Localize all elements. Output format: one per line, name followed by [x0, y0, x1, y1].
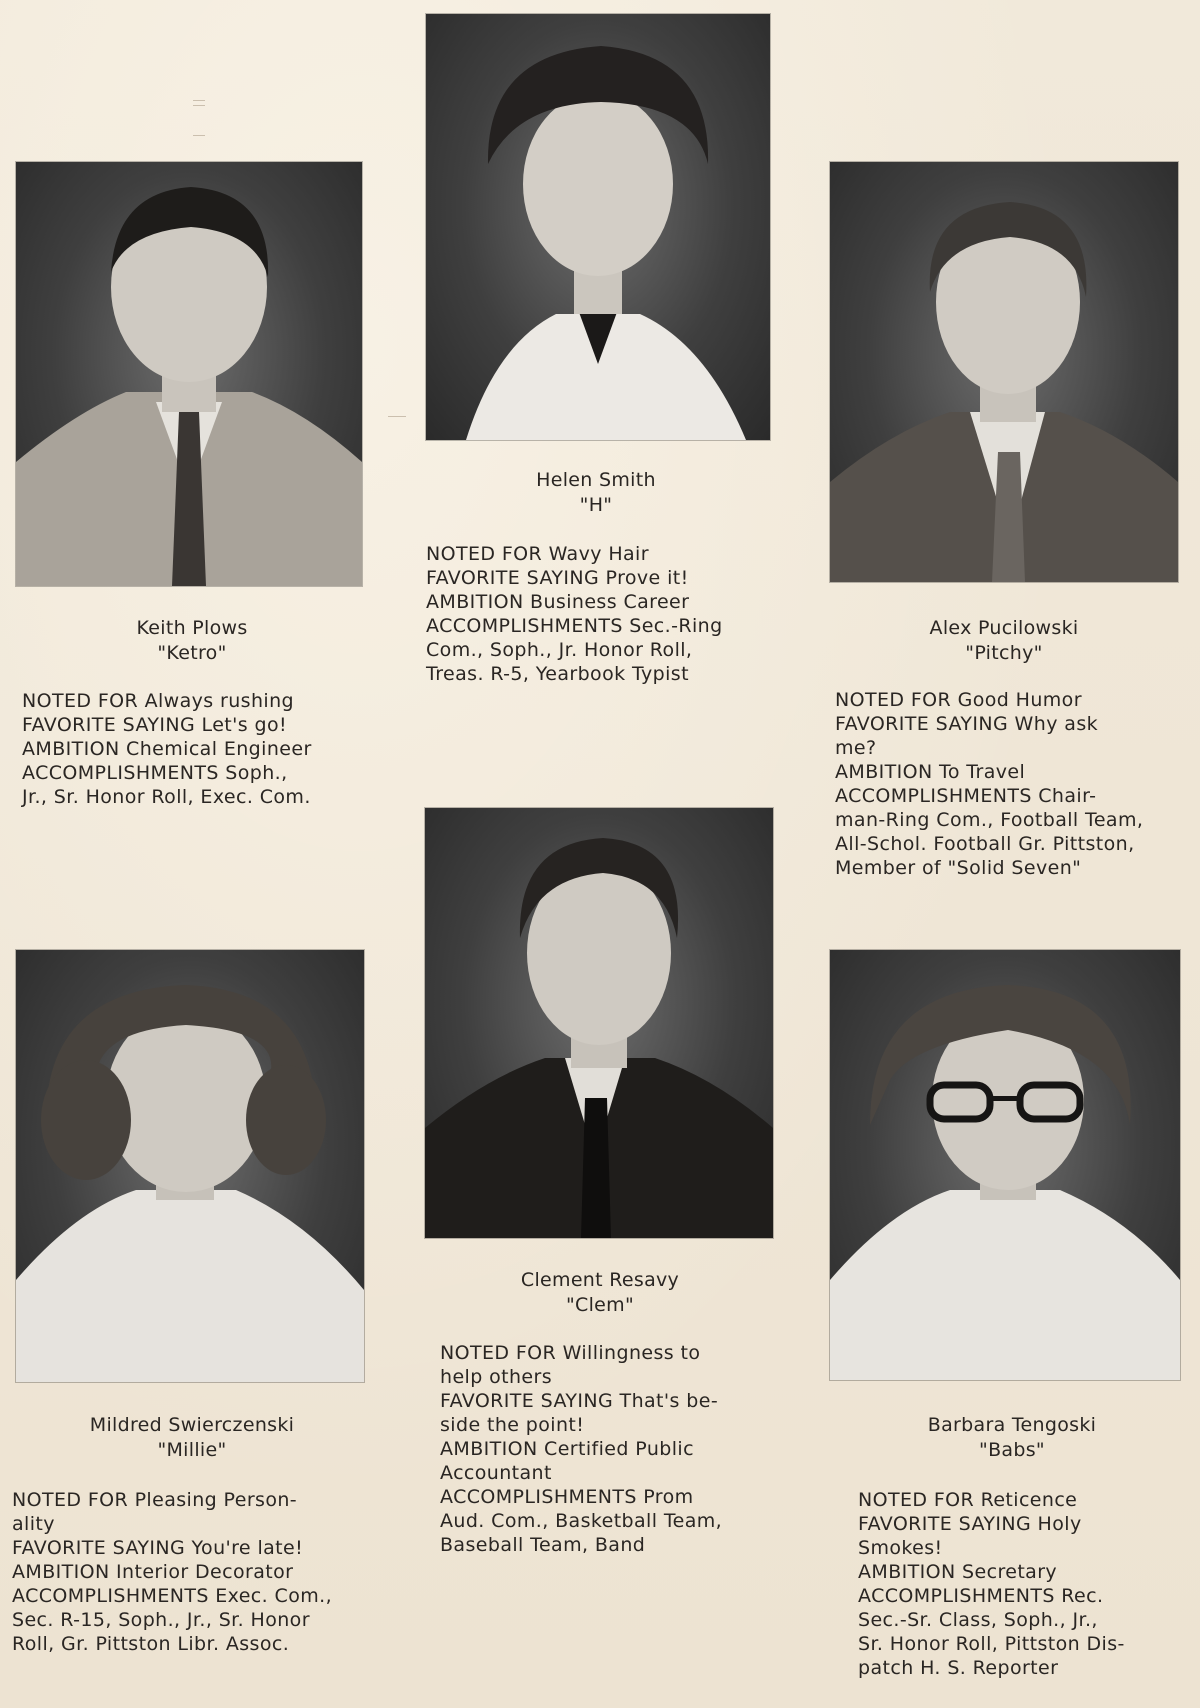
- bio-line: FAVORITE SAYING That's be-: [440, 1390, 719, 1412]
- bio-line: Sec.-Sr. Class, Soph., Jr.,: [858, 1609, 1098, 1631]
- student-name-block: [22, 1413, 362, 1463]
- bio-line: Jr., Sr. Honor Roll, Exec. Com.: [22, 786, 311, 808]
- bio-line: FAVORITE SAYING Why ask: [835, 713, 1099, 735]
- portrait-silhouette: [426, 14, 770, 440]
- bio-line: NOTED FOR Good Humor: [835, 689, 1082, 711]
- student-name-block: [440, 1268, 760, 1318]
- bio-line: NOTED FOR Always rushing: [22, 690, 294, 712]
- bio-line: ACCOMPLISHMENTS Rec.: [858, 1585, 1104, 1607]
- bio-line: AMBITION To Travel: [835, 761, 1026, 783]
- student-bio: [22, 689, 372, 809]
- student-name-block: [32, 616, 352, 666]
- bio-line: Com., Soph., Jr. Honor Roll,: [426, 639, 693, 661]
- bio-line: Accountant: [440, 1462, 552, 1484]
- student-name: Mildred Swierczenski: [89, 1414, 295, 1436]
- bio-line: AMBITION Certified Public: [440, 1438, 694, 1460]
- student-bio: [858, 1488, 1193, 1680]
- student-portrait-alex-pucilowski: [830, 162, 1178, 582]
- student-nickname: "Millie": [157, 1439, 227, 1461]
- bio-line: ality: [12, 1513, 55, 1535]
- bio-line: Smokes!: [858, 1537, 943, 1559]
- bio-line: AMBITION Chemical Engineer: [22, 738, 312, 760]
- student-bio: [835, 688, 1197, 880]
- bio-line: NOTED FOR Pleasing Person-: [12, 1489, 298, 1511]
- student-nickname: "Pitchy": [965, 642, 1043, 664]
- student-name: Clement Resavy: [520, 1269, 680, 1291]
- bio-line: FAVORITE SAYING You're late!: [12, 1537, 304, 1559]
- student-portrait-mildred-swierczenski: [16, 950, 364, 1382]
- bio-line: NOTED FOR Willingness to: [440, 1342, 701, 1364]
- student-portrait-helen-smith: [426, 14, 770, 440]
- bio-line: All-Schol. Football Gr. Pittston,: [835, 833, 1135, 855]
- bio-line: NOTED FOR Wavy Hair: [426, 543, 649, 565]
- bio-line: ACCOMPLISHMENTS Soph.,: [22, 762, 288, 784]
- bio-line: FAVORITE SAYING Let's go!: [22, 714, 288, 736]
- student-bio: [440, 1341, 800, 1557]
- student-nickname: "Ketro": [157, 642, 227, 664]
- bio-line: Sec. R-15, Soph., Jr., Sr. Honor: [12, 1609, 310, 1631]
- bio-line: man-Ring Com., Football Team,: [835, 809, 1144, 831]
- student-nickname: "H": [579, 494, 613, 516]
- bio-line: Aud. Com., Basketball Team,: [440, 1510, 723, 1532]
- student-name: Barbara Tengoski: [927, 1414, 1097, 1436]
- student-name: Alex Pucilowski: [929, 617, 1079, 639]
- bio-line: help others: [440, 1366, 553, 1388]
- bio-line: Baseball Team, Band: [440, 1534, 646, 1556]
- page-mark: [193, 105, 205, 106]
- portrait-silhouette: [425, 808, 773, 1238]
- student-name: Helen Smith: [536, 469, 656, 491]
- bio-line: ACCOMPLISHMENTS Prom: [440, 1486, 694, 1508]
- portrait-silhouette: [830, 950, 1180, 1380]
- bio-line: Treas. R-5, Yearbook Typist: [426, 663, 689, 685]
- student-name-block: [844, 616, 1164, 666]
- bio-line: FAVORITE SAYING Prove it!: [426, 567, 689, 589]
- bio-line: ACCOMPLISHMENTS Sec.-Ring: [426, 615, 723, 637]
- student-bio: [426, 542, 776, 686]
- bio-line: ACCOMPLISHMENTS Exec. Com.,: [12, 1585, 333, 1607]
- student-nickname: "Babs": [979, 1439, 1045, 1461]
- student-name-block: [852, 1413, 1172, 1463]
- portrait-silhouette: [16, 162, 362, 586]
- portrait-silhouette: [16, 950, 364, 1382]
- bio-line: Roll, Gr. Pittston Libr. Assoc.: [12, 1633, 290, 1655]
- page-mark: [193, 100, 205, 101]
- bio-line: Sr. Honor Roll, Pittston Dis-: [858, 1633, 1125, 1655]
- page-mark: [193, 135, 205, 136]
- bio-line: AMBITION Business Career: [426, 591, 690, 613]
- bio-line: FAVORITE SAYING Holy: [858, 1513, 1082, 1535]
- student-nickname: "Clem": [565, 1294, 635, 1316]
- student-bio: [12, 1488, 392, 1656]
- bio-line: patch H. S. Reporter: [858, 1657, 1059, 1679]
- student-portrait-keith-plows: [16, 162, 362, 586]
- bio-line: NOTED FOR Reticence: [858, 1489, 1078, 1511]
- portrait-silhouette: [830, 162, 1178, 582]
- bio-line: ACCOMPLISHMENTS Chair-: [835, 785, 1097, 807]
- bio-line: side the point!: [440, 1414, 585, 1436]
- student-name: Keith Plows: [136, 617, 248, 639]
- student-name-block: [436, 468, 756, 518]
- student-portrait-clement-resavy: [425, 808, 773, 1238]
- bio-line: me?: [835, 737, 877, 759]
- bio-line: Member of "Solid Seven": [835, 857, 1082, 879]
- bio-line: AMBITION Interior Decorator: [12, 1561, 294, 1583]
- page-mark: [388, 416, 406, 417]
- bio-line: AMBITION Secretary: [858, 1561, 1058, 1583]
- student-portrait-barbara-tengoski: [830, 950, 1180, 1380]
